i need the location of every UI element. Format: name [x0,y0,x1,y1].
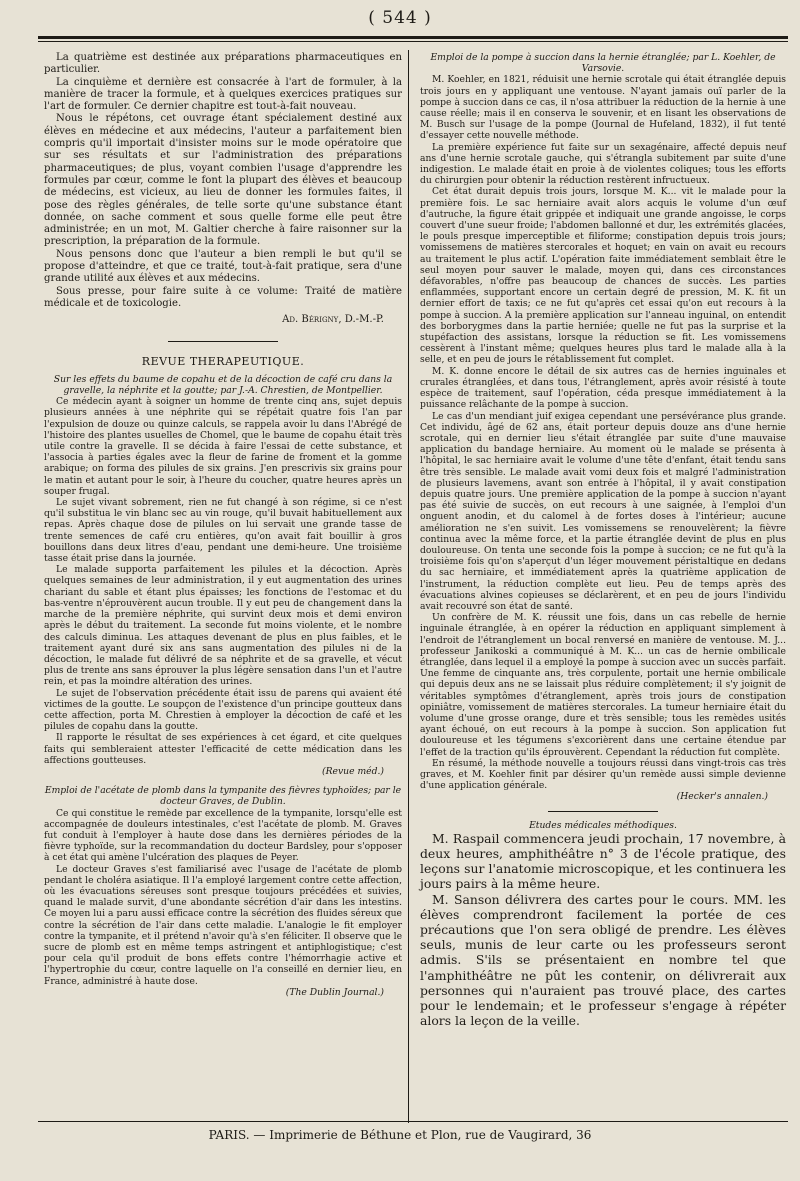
paragraph: M. Sanson délivrera des cartes pour le cours. MM. les élèves comprendront facilement la portée de ces précautions que l'on sera obligé de prendre. Les élèves seuls, munis de leur carte ou les professeurs seront admis. S'ils se présentaient en nombre tel que l'amphithéâtre ne pût les contenir, on délivrerait aux personnes qui n'auraient pas trouvé place, des cartes pour le lendemain; et le professeur s'engage à répéter alors la leçon de la veille. [420,891,786,1029]
signature [44,314,402,326]
signature-suffix: , D.-M.-P. [338,314,384,326]
right-column [420,52,786,1028]
paragraph: Sous presse, pour faire suite à ce volume: Traité de matière médicale et de toxicologie. [44,285,402,309]
paragraph: La première expérience fut faite sur un sexagénaire, affecté depuis neuf ans d'une hernie scrotale gauche, qui s'étrangla subitement par suite d'une indigestion. Le malade était en proie à de violentes coliques; tous les efforts du chirurgien pour obtenir la réduction restèrent infructueux. [420,141,786,187]
paragraph: Nous pensons donc que l'auteur a bien rempli le but qu'il se propose d'atteindre, et que ce traité, tout-à-fait pratique, sera d'une grande utilité aux élèves et aux médecins. [44,248,402,285]
paragraph: M. Raspail commencera jeudi prochain, 17 novembre, à deux heures, amphithéâtre n° 3 de l'école pratique, des leçons sur l'anatomie microscopique, et les continuera les jours pairs à la même heure. [420,830,786,892]
article-title: Emploi de l'acétate de plomb dans la tympanite des fièvres typhoïdes; par le docteur Graves, de Dublin. [44,785,402,808]
signature-name: Ad. Bérigny [282,314,339,326]
paragraph: Ce qui constitue le remède par excellence de la tympanite, lorsqu'elle est accompagnée de douleurs intestinales, c'est l'acétate de plomb. M. Graves fut conduit à l'employer à haute dose dans les dernières périodes de la fièvre typhoïde, sur la recommandation du docteur Bardsley, pour s'opposer à cet état qui amène l'ulcération des plaques de Peyer. [44,807,402,864]
page-number: ( 544 ) [368,8,432,28]
printer-imprint: PARIS. — Imprimerie de Béthune et Plon, rue de Vaugirard, 36 [208,1128,592,1142]
article-title: Sur les effets du baume de copahu et de la décoction de café cru dans la gravelle, la néphrite et la goutte; par J.-A. Chrestien, de Montpellier. [53,373,393,397]
article-title: Emploi de la pompe à succion dans la hernie étranglée; par L. Koehler, de Varsovie. [430,52,776,75]
paragraph: Cet état durait depuis trois jours, lorsque M. K... vit le malade pour la première fois. Le sac herniaire avait alors acquis le volume d'un œuf d'autruche, la figure était grippée et indiquait une grande angoisse, le corps couvert d'une sueur froide; l'abdomen ballonné et dur, les extrémités glacées, le pouls presque imperceptible et filiforme; constipation depuis trois jours; vomissemens de matières stercorales et hoquet; en vain on avait eu recours au traitement le plus actif. L'opération faite immédiatement semblait être le seul moyen pour sauver le malade, moyen qui, dans ces circonstances défavorables, n'offre pas beaucoup de chances de succès. Les parties enflammées, supportant encore un certain degré de pression, M. K. fit un dernier effort de taxis; ce ne fut qu'après cet essai qu'on eut recours à la pompe à succion. A la première application sur l'anneau inguinal, on entendit des borborygmes dans la partie herniée; quelle ne fut pas la surprise et la stupéfaction des assistans, lorsque la réduction se fit. Les vomissemens cessèrent à l'instant même; quelques heures plus tard le malade alla à la selle, et en peu de jours le rétablissement fut complet. [420,186,786,366]
paragraph: La quatrième est destinée aux préparations pharmaceutiques en particulier. [44,52,402,76]
article-source: (Revue méd.) [322,765,384,777]
article-title: Etudes médicales méthodiques. [529,819,677,831]
paragraph: Le malade supporta parfaitement les pilules et la décoction. Après quelques semaines de leur administration, il y eut augmentation des urines chariant du sable et étant plus épaisses; les fonctions de l'estomac et du bas-ventre n'éprouvèrent aucun trouble. Il y eut peu de changement dans la marche de la première néphrite, qui survint deux mois et demi environ après le début du traitement. La seconde fut moins violente, et le nombre des calculs diminua. Les attaques devenant de plus en plus faibles, et le traitement ayant duré six ans sans augmentation des pilules ni de la décoction, le malade fut délivré de sa néphrite et de sa gravelle, et vécut plus de trente ans sans éprouver la plus légère sensation dans l'un et l'autre rein, et pas la moindre altération des urines. [44,564,402,688]
paragraph: M. K. donne encore le détail de six autres cas de hernies inguinales et crurales étranglées, et dans tous, l'étranglement, après avoir résisté à toute espèce de traitement, sauf l'opération, céda presque immédiatement à la puissance relâchante de la pompe à succion. [420,365,786,411]
column-divider [408,50,409,1123]
paragraph: M. Koehler, en 1821, réduisit une hernie scrotale qui était étranglée depuis trois jours en y appliquant une ventouse. N'ayant jamais ouï parler de la pompe à succion dans ce cas, il n'osa attribuer la réduction de la hernie à une cause réelle; mais il en conserva le souvenir, et en lisant les observations de M. Busch sur l'usage de la pompe (Journal de Hufeland, 1832), il fut tenté d'essayer cette nouvelle méthode. [420,74,786,142]
top-rule [38,36,788,39]
paragraph: Nous le répétons, cet ouvrage étant spécialement destiné aux élèves en médecine et aux médecins, l'auteur a parfaitement bien compris qu'il importait d'insister moins sur le mode opératoire que sur ses résultats et sur l'administration des préparations pharmaceutiques; de plus, voyant combien l'usage d'apprendre les formules par cœur, comme le font la plupart des élèves et beaucoup de médecins, est vicieux, au lieu de donner les formules faites, il pose des règles générales, de telle sorte qu'une substance étant donnée, on sache comment et sous quelle forme elle peut être administrée; en un mot, M. Galtier cherche à faire raisonner sur la prescription, la préparation de la formule. [44,113,402,248]
footer-rule [38,1121,788,1122]
paragraph: Ce médecin ayant à soigner un homme de trente cinq ans, sujet depuis plusieurs années à une néphrite qui se répétait quatre fois l'an par l'expulsion de douze ou quinze calculs, se rappela avoir lu dans l'Abrégé de l'histoire des plantes usuelles de Chomel, que le baume de copahu était très utile contre la gravelle. Il se décida à faire l'essai de cette substance, et l'associa à parties égales avec la fleur de farine de froment et la gomme arabique; on forma des pilules de six grains. J'en prescrivis six grains pour le matin et autant pour le soir, à l'heure du coucher, quatre heures après un souper frugal. [44,396,402,497]
section-divider [548,811,658,812]
paragraph: Le cas d'un mendiant juif exigea cependant une persévérance plus grande. Cet individu, âgé de 62 ans, était porteur depuis douze ans d'une hernie scrotale, qui en dernier lieu s'était étranglée par suite d'une mauvaise application du bandage herniaire. Au moment où le malade se présenta à l'hôpital, le sac herniaire avait le volume d'une tête d'enfant, était tendu sans être très sensible. Le malade avait vomi deux fois et malgré l'administration de plusieurs lavemens, avant son entrée à l'hôpital, il y avait constipation depuis quatre jours. Une première application de la pompe à succion n'ayant pas été suivie de succès, on eut recours à une saignée, à l'emploi d'un onguent anodin, et du calomel à de fortes doses à l'intérieur; aucune amélioration ne s'en suivit. Les vomissemens se renouvelèrent; la fièvre continua avec la même force, et la partie étranglée devint de plus en plus douloureuse. On tenta une seconde fois la pompe à succion; ce ne fut qu'à la troisième fois qu'on s'aperçut d'un léger mouvement péristaltique en dedans du sac herniaire, et immédiatement après la quatrième application de l'instrument, la réduction complète eut lieu. Peu de temps après des évacuations alvines copieuses se déclarèrent, et en peu de jours l'individu avait recouvré son état de santé. [420,410,786,612]
article-source: (The Dublin Journal.) [285,986,384,998]
top-rule-thin [38,41,788,42]
paragraph: Le sujet vivant sobrement, rien ne fut changé à son régime, si ce n'est qu'il substitua le vin blanc sec au vin rouge, qu'il buvait habituellement aux repas. Après chaque dose de pilules on lui servait une grande tasse de trente semences de café cru entières, qu'on avait fait bouillir à gros bouillons dans deux litres d'eau, pendant une demi-heure. Une troisième tasse était prise dans la journée. [44,497,402,565]
paragraph: En résumé, la méthode nouvelle a toujours réussi dans vingt-trois cas très graves, et M. Koehler finit par désirer qu'un remède aussi simple devienne d'une application générale. [420,757,786,792]
paragraph: Le docteur Graves s'est familiarisé avec l'usage de l'acétate de plomb pendant le choléra asiatique. Il l'a employé largement contre cette affection, où les évacuations séreuses sont presque toujours précédées et suivies, quand le malade survit, d'une abondante sécrétion d'air dans les intestins. Ce moyen lui a paru aussi efficace contre la sécrétion des fluides séreux que contre la sécrétion de l'air dans cette maladie. L'analogie le fit employer contre la tympanite, et il prétend n'avoir qu'à s'en féliciter. Il observe que le sucre de plomb est en même temps astringent et antiphlogistique; c'est pour cela qu'il produit de bons effets contre l'hémorrhagie active et l'hypertrophie du cœur, contre laquelle on l'a conseillé en dernier lieu, en France, administré à haute dose. [44,863,402,987]
paragraph: Un confrère de M. K. réussit une fois, dans un cas rebelle de hernie inguinale étranglée, à en opérer la réduction en appliquant simplement à l'endroit de l'étranglement un bocal renversé en manière de ventouse. M. J... professeur Janikoski a communiqué à M. K... un cas de hernie ombilicale étranglée, dans lequel il a employé la pompe à succion avec un succès parfait. Une femme de cinquante ans, très corpulente, portait une hernie ombilicale qui depuis deux ans ne se laissait plus réduire complètement; il s'y joignit de véritables symptômes d'étranglement, après trois jours de constipation opiniâtre, vomissement de matières stercorales. La tumeur herniaire était du volume d'une grosse orange, dure et très sensible; tous les remèdes usités ayant échoué, on eut recours à la pompe à succion. Son application fut douloureuse et les tégumens s'excorièrent dans une certaine étendue par l'effet de la traction qu'ils éprouvèrent. Cependant la réduction fut complète. [420,612,786,758]
paragraph: Le sujet de l'observation précédente était issu de parens qui avaient été victimes de la goutte. Le soupçon de l'existence d'un principe goutteux dans cette affection, porta M. Chrestien à employer la décoction de café et les pilules de copahu dans la goutte. [44,687,402,733]
paragraph: La cinquième et dernière est consacrée à l'art de formuler, à la manière de tracer la formule, et à quelques exercices pratiques sur l'art de formuler. Ce dernier chapitre est tout-à-fait nouveau. [44,76,402,113]
section-title: REVUE THERAPEUTIQUE. [141,354,305,368]
section-divider [168,341,278,342]
paragraph: Il rapporte le résultat de ses expériences à cet égard, et cite quelques faits qui sembleraient attester l'efficacité de cette médication dans les affections goutteuses. [44,732,402,766]
left-column [44,52,402,998]
article-source: (Hecker's annalen.) [676,791,768,803]
